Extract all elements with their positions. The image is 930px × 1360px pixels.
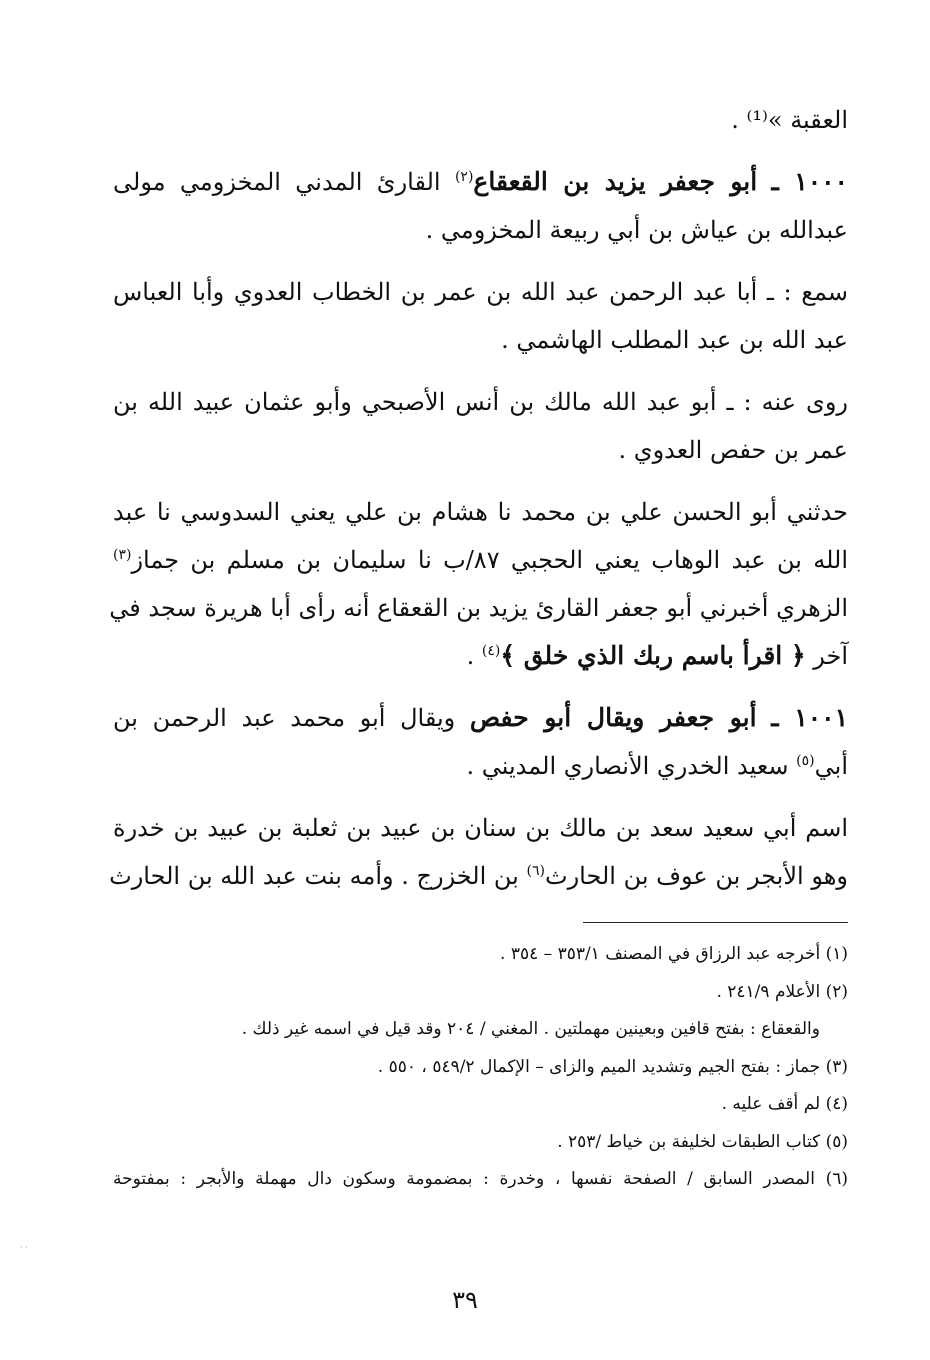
footnote-ref: (٢) [454, 169, 474, 185]
continuation-line: العقبة »⁽¹⁾ . [731, 106, 848, 134]
sami-line2: عبد الله بن عبد المطلب الهاشمي . [501, 326, 848, 354]
rawa-line1: روى عنه : ـ أبو عبد الله مالك بن أنس الأصبحي وأبو عثمان عبيد الله بن [113, 388, 848, 416]
footnote-ref: (٥) [796, 753, 815, 769]
sami-paragraph [113, 268, 848, 364]
hadith-line1: حدثني أبو الحسن علي بن محمد نا هشام بن علي يعني السدوسي نا عبد [113, 498, 848, 526]
entry-description: القارئ المدني المخزومي مولى [113, 168, 441, 196]
entry-name: أبو جعفر يزيد بن القعقاع [473, 167, 758, 196]
footnote-2: (٢) الأعلام ٢٤١/٩ . [716, 981, 848, 1002]
sami-line1: سمع : ـ أبا عبد الرحمن عبد الله بن عمر بن الخطاب العدوي وأبا العباس [113, 278, 848, 306]
entry-1001-line2: أبي$^{(٥)}$ سعيد الخدري الأنصاري المديني . [466, 752, 848, 780]
main-text [109, 96, 848, 900]
footnote-ref: (٤) [481, 643, 501, 659]
footnote-ref: (٣) [113, 547, 132, 563]
footnote-1: (١) أخرجه عبد الرزاق في المصنف ٣٥٣/١ – ٣٥٤ . [500, 944, 848, 964]
quran-quote: ﴿ اقرأ باسم ربك الذي خلق ﴾ [500, 641, 806, 670]
entry-1000-heading [113, 158, 848, 206]
page-number: ٣٩ [452, 1286, 478, 1314]
ism-line1: اسم أبي سعيد سعد بن مالك بن سنان بن عبيد بن ثعلبة بن عبيد بن خدرة [113, 814, 848, 842]
hadith-line3: الزهري أخبرني أبو جعفر القارئ يزيد بن القعقاع أنه رأى أبا هريرة سجد في [109, 594, 848, 622]
hadith-line4: آخر ﴿ اقرأ باسم ربك الذي خلق ﴾$^{(٤)}$ . [466, 641, 848, 670]
footnote-6: (٦) المصدر السابق / الصفحة نفسها ، وخدرة : بمضمومة وسكون دال مهملة والأبجر : بمفتوحة [113, 1169, 848, 1189]
rawa-line2: عمر بن حفص العدوي . [618, 436, 848, 464]
hadith-line2: الله بن عبد الوهاب يعني الحجبي ٨٧/ب نا سليمان بن مسلم بن جماز$^{(٣)}$ [113, 546, 848, 574]
entry-1000 [113, 158, 848, 254]
entry-1000-line2: عبدالله بن عياش بن أبي ربيعة المخزومي . [425, 216, 848, 244]
ism-paragraph [109, 804, 848, 900]
footnote-2-continuation: والقعقاع : بفتح قافين وبعينين مهملتين . المغني / ٢٠٤ وقد قيل في اسمه غير ذلك . [241, 1019, 820, 1039]
footnote-5: (٥) كتاب الطبقات لخليفة بن خياط /٢٥٣ . [557, 1131, 848, 1152]
entry-description: ويقال أبو محمد عبد الرحمن بن [113, 704, 456, 732]
footnote-divider [583, 922, 848, 923]
rawa-paragraph [113, 378, 848, 474]
entry-1001-heading [113, 694, 848, 742]
entry-number: ١٠٠١ ـ [771, 703, 848, 732]
footnotes [113, 936, 848, 1199]
entry-1001 [113, 694, 848, 790]
hadith-paragraph [109, 488, 848, 680]
footnote-3: (٣) جماز : بفتح الجيم وتشديد الميم والزاى – الإكمال ٥٤٩/٢ ، ٥٥٠ . [377, 1056, 848, 1077]
entry-name: أبو جعفر ويقال أبو حفص [469, 703, 757, 732]
footnote-4: (٤) لم أقف عليه . [721, 1094, 848, 1114]
footnote-ref: (٦) [526, 863, 545, 879]
ism-line2: وهو الأبجر بن عوف بن الحارث$^{(٦)}$ بن الخزرج . وأمه بنت عبد الله بن الحارث [109, 862, 848, 890]
entry-number: ١٠٠٠ ـ [771, 167, 848, 196]
scan-speck: · · [20, 1243, 28, 1252]
